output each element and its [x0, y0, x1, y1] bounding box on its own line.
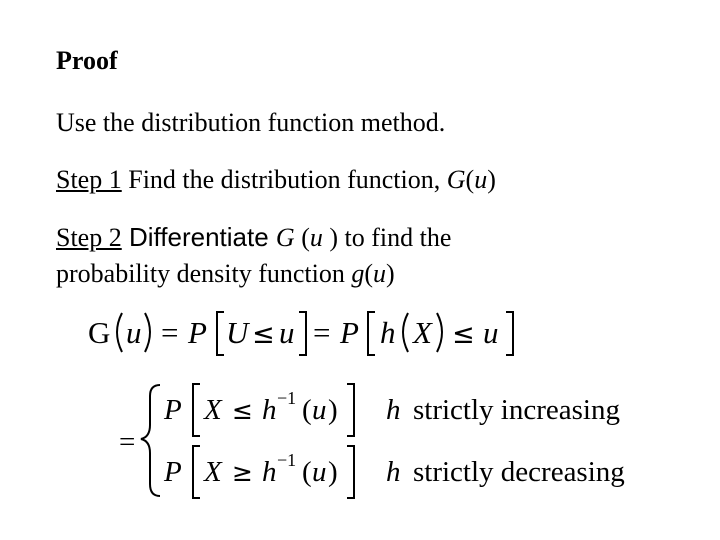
eq-U: U [226, 315, 249, 350]
case-1-bracket-close [347, 384, 354, 436]
eq-P-1: P [188, 315, 207, 350]
case-2-h: h [262, 456, 277, 488]
eq-le-2: ≤ [452, 319, 475, 350]
step-2-text: Differentiate [121, 222, 276, 252]
eq-u-2: u [279, 315, 295, 350]
step-2-arg: u [309, 223, 323, 252]
step-2-line2-var: g [351, 259, 365, 288]
step-1-arg: u [474, 165, 488, 194]
step-1-text: Find the distribution function, [121, 165, 447, 194]
case-2-sup: −1 [277, 450, 297, 470]
equation-cases [119, 384, 625, 498]
eq-paren-close-2 [437, 313, 442, 352]
case-1-op: ≤ [232, 396, 253, 425]
eq-bracket-open-2 [368, 312, 375, 355]
case-1-h: h [262, 394, 277, 426]
eq-P-2: P [340, 315, 359, 350]
eq-u-3: u [483, 315, 499, 350]
case-1-cond-var: h [386, 394, 401, 426]
step-2-text-after: to find the [338, 223, 452, 252]
case-1-condition: strictly increasing [413, 394, 620, 426]
step-1-label: Step 1 [56, 165, 122, 194]
case-2 [163, 446, 625, 498]
case-1-P: P [164, 394, 182, 426]
eq-G: G [88, 315, 111, 350]
case-2-paren-close: ) [328, 456, 338, 488]
case-2-u: u [312, 456, 327, 488]
case-1-u: u [312, 394, 327, 426]
case-1 [163, 384, 620, 436]
proof-title: Proof [56, 46, 118, 75]
step-2-line2-text: probability density function [56, 259, 352, 288]
eq-u-1: u [126, 315, 142, 350]
case-1-X: X [204, 394, 222, 426]
case-2-condition: strictly decreasing [413, 456, 625, 488]
eq-equals-1: = [161, 315, 179, 350]
case-2-op: ≥ [232, 458, 253, 487]
case-1-sup: −1 [277, 388, 297, 408]
eq-paren-open-2 [403, 313, 408, 352]
eq-equals-2: = [313, 315, 331, 350]
case-2-X: X [204, 456, 222, 488]
eq-paren-close-1 [145, 313, 150, 352]
case-2-bracket-close [347, 446, 354, 498]
step-2-line: Step 2 Differentiate G (u ) to find the [56, 222, 452, 252]
step-1-line: Step 1 Find the distribution function, G(u) [56, 165, 496, 194]
step-2-var: G [275, 223, 295, 252]
case-1-paren-open: ( [302, 394, 312, 426]
case-1-bracket-open [193, 384, 200, 436]
eq-bracket-open-1 [217, 312, 224, 355]
intro-text: Use the distribution function method. [56, 108, 446, 137]
case-1-paren-close: ) [328, 394, 338, 426]
step-2-label: Step 2 [56, 223, 122, 252]
case-2-paren-open: ( [302, 456, 312, 488]
eq-h: h [380, 315, 396, 350]
eq-paren-open-1 [117, 313, 122, 352]
eq-X: X [413, 315, 432, 350]
case-2-cond-var: h [386, 456, 401, 488]
step-2-line-2: probability density function g(u) [56, 259, 395, 288]
step-2-line2-arg: u [373, 259, 387, 288]
eq-equals-cases: = [119, 426, 136, 458]
case-2-P: P [164, 456, 182, 488]
eq-bracket-close-2 [506, 312, 513, 355]
cases-brace [141, 385, 160, 496]
equation-line-1 [88, 312, 513, 355]
eq-bracket-close-1 [299, 312, 306, 355]
case-2-bracket-open [193, 446, 200, 498]
eq-le-1: ≤ [252, 319, 275, 350]
step-1-var: G [446, 165, 466, 194]
